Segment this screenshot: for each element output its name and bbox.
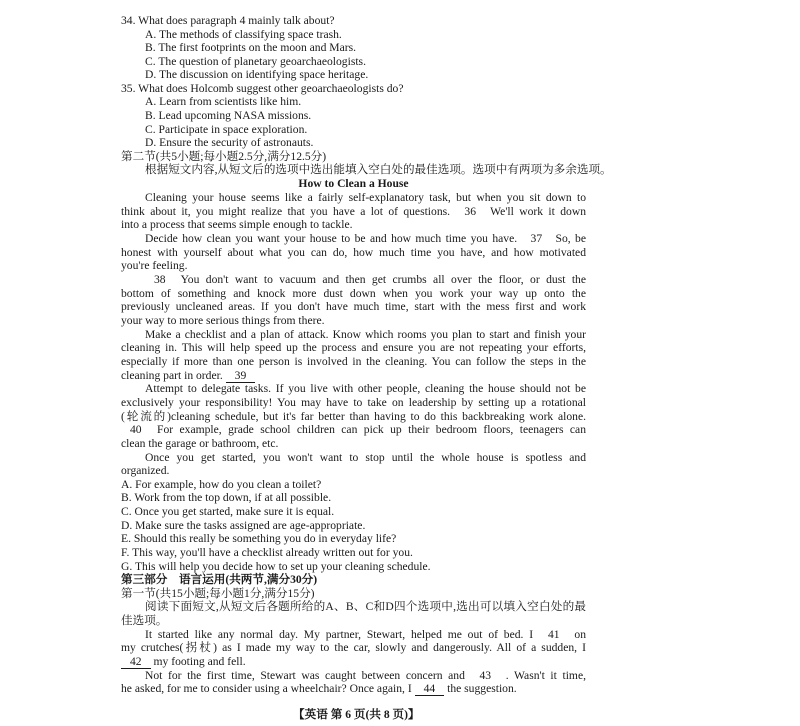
passage-text: For example, grade school children can pick up their bedroom floors, teenagers can (157, 423, 586, 436)
passage-line: Make a checklist and a plan of attack. Know which rooms you plan to start and finish your (145, 328, 586, 341)
choice-g: G. This will help you decide how to set up your cleaning schedule. (121, 560, 431, 573)
passage-line: you're feeling. (121, 259, 188, 272)
blank-40[interactable]: 40 (121, 424, 151, 436)
question-34-option-b: B. The first footprints on the moon and Mars. (145, 41, 357, 54)
passage-line (121, 682, 517, 696)
passage-text: It started like any normal day. My partner, Stewart, helped me out of bed. I (145, 628, 534, 641)
passage-line (121, 205, 586, 218)
passage-text: cleaning part in order. (121, 369, 223, 382)
passage-text: Not for the first time, Stewart was caught between concern and (145, 669, 465, 682)
passage-text: . Wasn't it time, (505, 669, 586, 682)
passage-line (121, 423, 586, 436)
question-34-stem: 34. What does paragraph 4 mainly talk about? (121, 14, 335, 27)
part-3-instruction: 阅读下面短文,从短文后各题所给的A、B、C和D四个选项中,选出可以填入空白处的最 (145, 600, 586, 613)
passage-line: exclusively your responsibility! You may have to take on leadership by setting up a rotational (121, 396, 586, 409)
question-34-option-a: A. The methods of classifying space trash. (145, 28, 342, 41)
passage-line: honest with yourself about what you can do, how much time you have, and how motivated (121, 246, 586, 259)
choice-c: C. Once you get started, make sure it is equal. (121, 505, 335, 518)
passage-line: into a process that seems simple enough to tackle. (121, 218, 353, 231)
passage-line: clean the garage or bathroom, etc. (121, 437, 279, 450)
passage-title: How to Clean a House (298, 177, 409, 190)
section-2-header: 第二节(共5小题;每小题2.5分,满分12.5分) (121, 150, 327, 163)
part-3-instruction: 佳选项。 (121, 614, 168, 627)
passage-text: So, be (555, 232, 586, 245)
passage-line: Cleaning your house seems like a fairly self-explanatory task, but when you sit down to (145, 191, 586, 204)
question-35-stem: 35. What does Holcomb suggest other geoarchaeologists do? (121, 82, 404, 95)
blank-38[interactable]: 38 (145, 274, 175, 286)
passage-line: my crutches(拐杖) as I made my way to the car, slowly and dangerously. All of a sudden, I (121, 641, 586, 654)
question-34-option-d: D. The discussion on identifying space heritage. (145, 68, 369, 81)
question-35-option-d: D. Ensure the security of astronauts. (145, 136, 314, 149)
passage-line: cleaning in. This will help speed up the process and ensure you are not repeating your efforts, (121, 341, 586, 354)
question-35-option-a: A. Learn from scientists like him. (145, 95, 302, 108)
passage-line: especially if more than one person is involved in the cleaning. You can follow the steps in the (121, 355, 586, 368)
choice-e: E. Should this really be something you do in everyday life? (121, 532, 397, 545)
passage-text: You don't want to vacuum and then get crumbs all over the floor, or dust the (180, 273, 586, 286)
part-3-subheader: 第一节(共15小题;每小题1分,满分15分) (121, 587, 315, 600)
choice-d: D. Make sure the tasks assigned are age-appropriate. (121, 519, 366, 532)
question-35-option-b: B. Lead upcoming NASA missions. (145, 109, 312, 122)
page-footer (293, 708, 420, 721)
passage-line (145, 669, 586, 682)
passage-line: your way to more serious things from there. (121, 314, 325, 327)
passage-text: Decide how clean you want your house to be and how much time you have. (145, 232, 518, 245)
passage-line: bottom of something and knock more dust down when you work your way up onto the (121, 287, 586, 300)
passage-line (145, 628, 586, 641)
passage-text: think about it, you might realize that you have a lot of questions. (121, 205, 451, 218)
part-3-header: 第三部分 语言运用(共两节,满分30分) (121, 573, 318, 586)
blank-44[interactable]: 44 (415, 683, 445, 696)
passage-line: organized. (121, 464, 170, 477)
passage-text: on (574, 628, 586, 641)
passage-text: my footing and fell. (153, 655, 246, 668)
choice-f: F. This way, you'll have a checklist already written out for you. (121, 546, 413, 559)
passage-line (121, 369, 255, 383)
passage-line: Attempt to delegate tasks. If you live with other people, cleaning the house should not be (145, 382, 586, 395)
passage-line: Once you get started, you won't want to stop until the whole house is spotless and (145, 451, 586, 464)
question-35-option-c: C. Participate in space exploration. (145, 123, 308, 136)
footer-subject: 【英语 (293, 708, 328, 721)
passage-line: previously uncleaned areas. If you don't have much time, start with the mess first and work (121, 300, 586, 313)
passage-text: We'll work it down (490, 205, 586, 218)
blank-36[interactable]: 36 (455, 206, 485, 218)
footer-page-number: 第 6 页(共 8 页)】 (330, 708, 420, 721)
passage-line (121, 655, 246, 669)
passage-line: (轮流的)cleaning schedule, but it's far better than having to do this backbreaking work alone. (121, 410, 586, 423)
choice-b: B. Work from the top down, if at all possible. (121, 491, 332, 504)
passage-text: he asked, for me to consider using a wheelchair? Once again, I (121, 682, 412, 695)
blank-43[interactable]: 43 (471, 670, 501, 682)
passage-line (145, 232, 586, 245)
passage-line (145, 273, 586, 286)
blank-41[interactable]: 41 (539, 629, 569, 641)
blank-42[interactable]: 42 (121, 656, 151, 669)
passage-text: the suggestion. (447, 682, 517, 695)
blank-39[interactable]: 39 (226, 370, 256, 383)
choice-a: A. For example, how do you clean a toilet? (121, 478, 322, 491)
question-34-option-c: C. The question of planetary geoarchaeologists. (145, 55, 366, 68)
section-2-instruction: 根据短文内容,从短文后的选项中选出能填入空白处的最佳选项。选项中有两项为多余选项。 (145, 163, 612, 176)
blank-37[interactable]: 37 (522, 233, 552, 245)
